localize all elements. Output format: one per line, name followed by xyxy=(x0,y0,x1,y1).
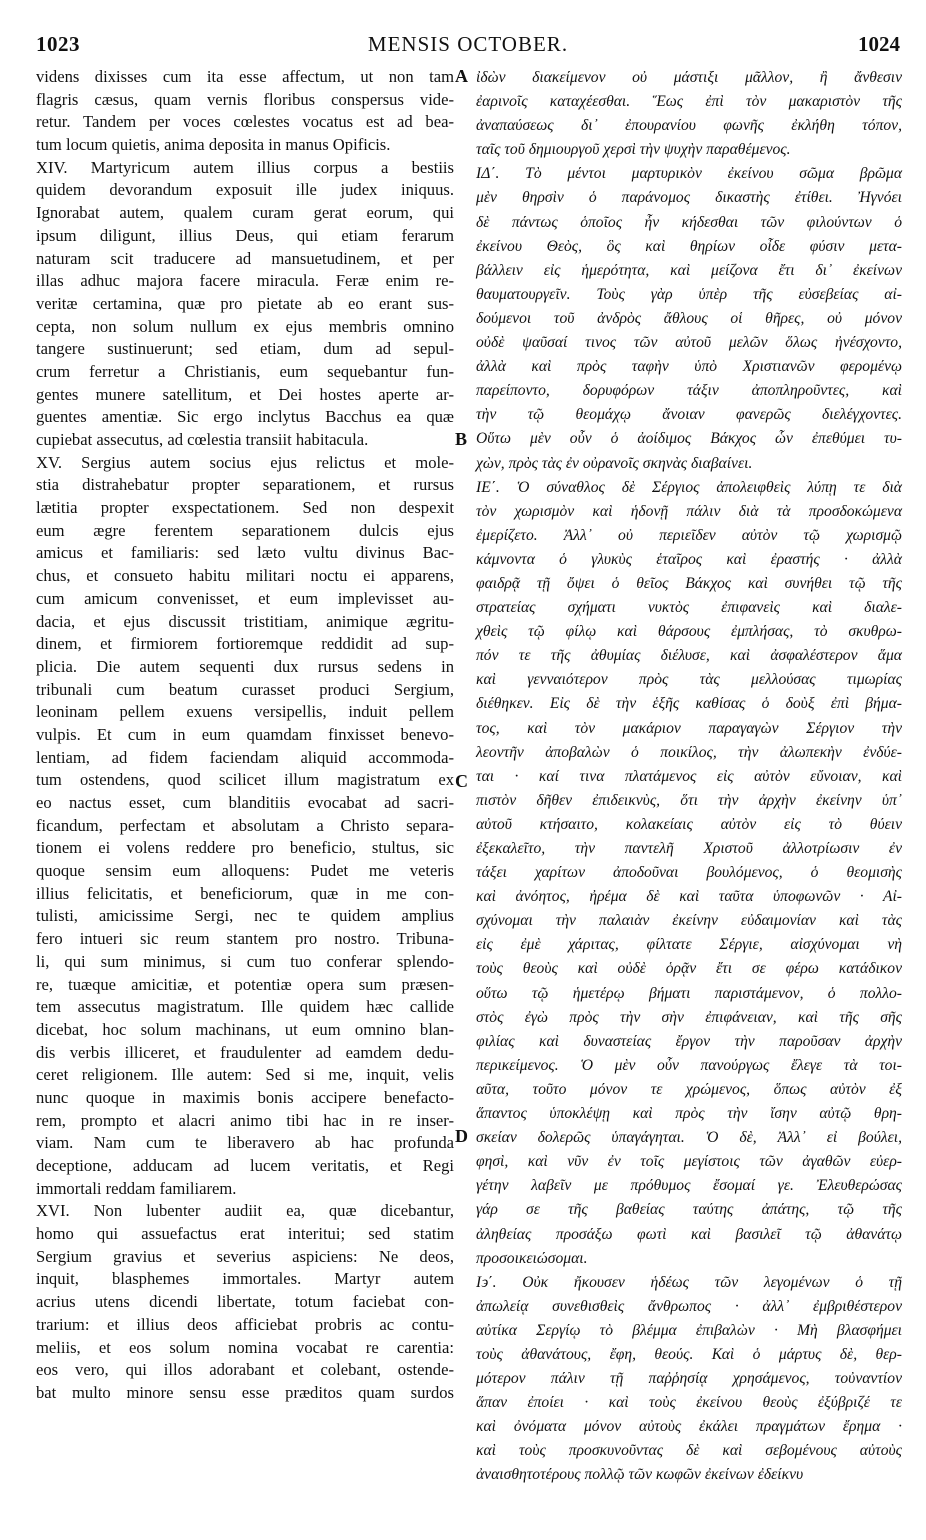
text-line: ἐκείνου Θεὸς, ὃς καὶ θηρίων οἶδε φύσιν μετα- xyxy=(476,237,902,255)
text-line: τοὺς ἀθανάτους, ἔφη, θεούς. Καὶ ὁ μάρτυς δὲ, θερ- xyxy=(476,1345,902,1363)
text-line: ἐμερίζετο. Ἀλλ᾽ οὐ περιεῖδεν αὐτὸν τῷ χωρισμῷ xyxy=(476,526,902,544)
text-line: dis verbis illiceret, et fraudulenter ad eamdem dedu- xyxy=(36,1042,454,1062)
text-line: ταῖς τοῦ δημιουργοῦ χερσὶ τὴν ψυχὴν παραθέμενος. xyxy=(476,141,791,159)
text-line: φησὶ, καὶ νῦν ἐν τοῖς μεγίστοις τῶν ἀγαθῶν εὐερ- xyxy=(476,1153,902,1171)
text-line: σχύνομαι τὴν παλαιὰν ἐκείνην εὐδαιμονίαν καὶ τὰς xyxy=(476,912,902,930)
text-line: rem, prompto et alacri animo tibi hac in re inser- xyxy=(36,1110,454,1130)
text-line: θαυματουργεῖν. Τοὺς γὰρ ὑπὲρ τῆς εὐσεβείας αἰ- xyxy=(476,285,902,303)
text-line: flagris cæsus, quam vernis floribus conspersus vide- xyxy=(36,89,454,109)
text-line: fero intueri sic reum stantem pro nostro. Tribuna- xyxy=(36,929,454,949)
text-line: trarium: et illius deos afficiebat probris ac contu- xyxy=(36,1314,454,1334)
text-line: XVI. Non lubenter audiit ea, quæ dicebantur, xyxy=(36,1201,454,1221)
text-line: τος, καὶ τὸν μακάριον παραγαγὼν Σέργιον τὴν xyxy=(476,719,902,737)
margin-marker-c: C xyxy=(455,771,468,791)
text-line: ἀπωλείᾳ συνεθισθεὶς ἄνθρωπος · ἀλλ᾽ ἐμβριθέστερον xyxy=(476,1297,902,1315)
text-line: naturam scit traducere ad mansuetudinem, et per xyxy=(36,248,454,268)
text-line: προσοικειώσομαι. xyxy=(476,1249,588,1267)
text-line: dacia, et ejus discussit tristitiam, animique ægritu- xyxy=(36,611,454,631)
text-line: homo qui assuefactus erat interitui; sed statim xyxy=(36,1224,454,1244)
text-line: stia distrahebatur propter separationem, et rursus xyxy=(36,475,454,495)
text-line: dinem, et firmiorem fortioremque reddidit ad sup- xyxy=(36,634,454,654)
text-line: meliis, et eos solum nomina vocabat re carentia: xyxy=(36,1337,454,1357)
text-line: σκείαν δολερῶς ὑπαγάγηται. Ὁ δὲ, Ἀλλ᾽ εἰ βούλει, xyxy=(476,1129,902,1147)
text-line: retur. Tandem per voces cœlestes vocatus est ad bea- xyxy=(36,112,454,132)
text-line: οὕτω τῷ ἡμετέρῳ βήματι παριστάμενον, ὁ πολλο- xyxy=(476,984,902,1002)
text-line: chus, et consueto habitu militari noctu ei apparens, xyxy=(36,566,454,586)
margin-marker-b: B xyxy=(455,429,468,449)
text-line: gentes munere satellitum, et Dei hostes aperte ar- xyxy=(36,384,454,404)
text-line: ἀναισθητοτέρους πολλῷ τῶν κωφῶν ἐκείνων ἐδείκνυ xyxy=(476,1466,804,1484)
margin-marker-d: D xyxy=(455,1126,468,1146)
text-line: illas adhuc majora facere miracula. Feræ enim re- xyxy=(36,271,454,291)
text-line: illius felicitatis, et beneficiorum, quæ in me con- xyxy=(36,883,454,903)
text-line: ἐξεκαλεῖτο, τὴν παντελῆ Χριστοῦ ἀλλοτρίωσιν ἐν xyxy=(476,840,902,857)
text-line: deceptione, adducam ad lucem veritatis, et Regi xyxy=(36,1156,454,1175)
text-line: αὐτίκα Σεργίῳ τὸ βλέμμα ἐπιβαλὼν · Μὴ βλασφήμει xyxy=(476,1321,902,1339)
text-line: quidem devorandum exposuit ille judex iniquus. xyxy=(36,180,454,200)
text-line: plicia. Die autem sequenti dux rursus sedens in xyxy=(36,656,454,676)
text-line: acrius utens dicendi libertate, totum faciebat con- xyxy=(36,1292,454,1312)
text-line: αὐτοῦ κτήσαιτο, κολακείαις αὐτὸν εἰς τὸ θύειν xyxy=(476,815,902,833)
text-line: λεοντῆν ἀποβαλὼν ὁ ποικίλος, τὴν ἀλωπεκὴν ἐνδύε- xyxy=(476,743,902,761)
text-line: eum ægre ferentem separationem dulcis ejus xyxy=(36,520,454,540)
text-line: quoque sensim eum alloquens: Pudet me veteris xyxy=(36,861,454,881)
text-line: ἀναπαύσεως δι᾽ ἐπουρανίου φωνῆς ἐκλήθη τόπον, xyxy=(476,117,902,135)
text-line: tem assecutus magistratum. Ille quidem hæc callide xyxy=(36,997,454,1017)
text-line: inquit, blasphemes immortales. Martyr autem xyxy=(36,1269,454,1289)
text-line: εἰς ἐμὲ χάριτας, φίλτατε Σέργιε, αἰσχύνομαι νὴ xyxy=(476,936,902,954)
text-line: ficandum, perfectam et absolutam a Christo separa- xyxy=(36,815,454,835)
text-line: ἅπαν ἐποίει · καὶ τοὺς ἐκείνου θεοὺς ἐξύβριζέ τε xyxy=(476,1394,902,1412)
text-line: παρείποντο, δορυφόρων τάξιν ἀποπληροῦντες, καὶ xyxy=(476,382,902,400)
text-line: βάλλειν εἰς ἡμερότητα, καὶ μείζονα ἔτι δι᾽ ἐκείνων xyxy=(476,261,902,279)
text-line: cepta, non solum nullum ex ejus membris omnino xyxy=(36,316,454,336)
text-line: φιλίας καὶ δυναστείας ἔργον τὴν παροῦσαν ἀρχὴν xyxy=(476,1032,902,1050)
text-line: καὶ γενναιότερον πρὸς τὰς μελλούσας τιμωρίας xyxy=(476,671,902,689)
text-line: Ι϶΄. Οὐκ ἤκουσεν ἡδέως τῶν λεγομένων ὁ τῇ xyxy=(476,1273,902,1291)
text-line: τὸν χωρισμὸν καὶ ἡδονῇ πάλιν διὰ τὰ προσδοκώμενα xyxy=(476,502,902,520)
text-line: τοὺς θεοὺς καὶ οὐδὲ ὁρᾷν ἔτι σε φέρω κατάδικον xyxy=(476,960,902,978)
text-line: tribunali cum beatum curasset produci Sergium, xyxy=(36,679,454,699)
text-line: στὸς ἐγὼ πρὸς τὴν σὴν ἐπιφάνειαν, καὶ τῆς σῆς xyxy=(476,1008,902,1026)
text-line: μότερον πάλιν τῇ παῤῥησίᾳ χρησάμενος, τοὐναντίον xyxy=(476,1370,902,1388)
text-line: lætitia propter exspectationem. Sed non despexit xyxy=(36,498,454,518)
text-line: χθεὶς τῷ φίλῳ καὶ θάρσους ἐμπλήσας, τὸ σκυθρω- xyxy=(476,623,902,641)
text-line: ceret religionem. Ille autem: Sed si me, inquit, velis xyxy=(36,1065,454,1085)
text-line: cum amicum convenisset, et eum implevisset au- xyxy=(36,588,454,608)
left-page-number: 1023 xyxy=(36,32,80,56)
text-line: tum locum quietis, anima deposita in manus Opificis. xyxy=(36,135,391,155)
text-line: eos vero, qui illos adorabant et colebant, ostende- xyxy=(36,1360,454,1380)
text-line: περικείμενος. Ὁ μὲν οὖν πανούργως ἔλεγε τὰ τοι- xyxy=(476,1056,902,1074)
text-line: χὼν, πρὸς τὰς ἐν οὐρανοῖς σκηνὰς διαβαίνει. xyxy=(476,454,753,472)
text-line: ipsum diligunt, illius Deus, qui etiam ferarum xyxy=(36,225,454,245)
text-line: XIV. Martyricum autem illius corpus a bestiis xyxy=(36,157,454,177)
text-line: καὶ ἀνόητος, ἠρέμα δὲ καὶ ταῦτα ὑποφωνῶν · Αἰ- xyxy=(476,888,902,906)
text-line: li, qui sum minimus, si cum tuo conferar splendo- xyxy=(36,951,454,971)
text-line: διέθηκεν. Εἰς δὲ τὴν ἑξῆς καθίσας ὁ δοὺξ ἐπὶ βήμα- xyxy=(476,695,902,713)
text-line: Sergium gravius et severius aspiciens: Ne deos, xyxy=(36,1246,454,1266)
text-line: ἀλλὰ καὶ πρὸς ταφὴν ὑπὸ Χριστιανῶν φερομένῳ xyxy=(476,358,902,376)
text-line: videns dixisses cum ita esse affectum, ut non tam xyxy=(36,67,454,86)
text-line: ΙΔ΄. Τὸ μέντοι μαρτυρικὸν ἐκείνου σῶμα βρῶμα xyxy=(476,165,902,183)
text-line: nunc quoque in maximis bonis accipere benefacto- xyxy=(36,1087,454,1107)
text-line: στρατείας σχήματι νυκτὸς ἐπιφανεὶς καὶ διαλε- xyxy=(476,599,902,617)
text-line: κάμνοντα ὁ γλυκὺς ἑταῖρος καὶ ἐραστής · ἀλλὰ xyxy=(476,550,902,568)
text-line: eo nactus esset, cum blanditiis evocabat ad sacri- xyxy=(36,793,454,812)
text-line: amicus et familiaris: sed læto vultu divinus Bac- xyxy=(36,543,454,563)
text-line: γέτην λαβεῖν με πρόθυμος ἔσομαί γε. Ἐλευθερώσας xyxy=(476,1177,902,1195)
text-line: ἐαρινοῖς καταχέεσθαι. Ἕως ἐπὶ τὸν μακαριστὸν τῆς xyxy=(476,93,902,111)
greek-column xyxy=(476,66,902,1488)
latin-column xyxy=(36,66,454,1405)
text-line: δὲ πάντως ὁποῖος ἦν κήδεσθαι τῶν φιλούντων ὁ xyxy=(476,213,902,231)
text-line: γάρ σε τῆς βαθείας ταύτης ἀπάτης, τῷ τῆς xyxy=(476,1201,902,1219)
text-line: dicebat, hoc solum machinans, ut eum omnino blan- xyxy=(36,1019,454,1039)
margin-marker-a: A xyxy=(455,66,468,86)
text-line: tum ostendens, quod scilicet illum magistratum ex xyxy=(36,770,454,790)
text-line: crum ferretur a Christianis, eum sequebantur fun- xyxy=(36,361,454,381)
text-line: ΙΕ΄. Ὁ σύναθλος δὲ Σέργιος ἀπολειφθεὶς λύπῃ τε διὰ xyxy=(476,478,902,496)
text-line: ται · καί τινα πλατάμενος εἰς αὐτὸν εὔνοιαν, καὶ xyxy=(476,767,902,785)
text-line: immortali reddam familiarem. xyxy=(36,1178,237,1198)
text-line: re, tuæque amicitiæ, et potentiæ opera sum præsen- xyxy=(36,974,454,994)
text-line: tionem ei volens reddere pro beneficio, stultus, sic xyxy=(36,838,454,858)
text-line: ἀληθείας προσάξω φωτὶ καὶ βασιλεῖ τῷ ἀθανάτῳ xyxy=(476,1225,902,1243)
right-page-number: 1024 xyxy=(858,32,900,56)
text-line: veritæ certamina, quæ pro pietate ab eo erant sus- xyxy=(36,293,454,313)
text-line: guentes amentiæ. Sic ergo inclytus Bacchus ea quæ xyxy=(36,407,454,427)
running-title: MENSIS OCTOBER. xyxy=(367,32,569,56)
text-line: φαιδρᾷ τῇ ὄψει ὁ θεῖος Βάκχος καὶ συνήθει τῷ τῆς xyxy=(476,574,902,592)
text-line: bat multo minore sensu esse præditos quam surdos xyxy=(36,1382,454,1402)
text-line: tangere sustinuerunt; sed etiam, dum ad sepul- xyxy=(36,339,454,359)
text-line: ἅπαντος ὑποκλέψῃ καὶ πρὸς τὴν ἴσην αὐτῷ θρη- xyxy=(476,1105,902,1123)
text-line: cupiebat assecutus, ad cœlestia transiit habitacula. xyxy=(36,430,369,449)
text-line: vulpis. Et cum in eum quamdam finxisset benevo- xyxy=(36,724,454,744)
text-line: πόν τε τῆς ἀθυμίας διέλυσε, καὶ ἀσφαλέστερον ἅμα xyxy=(476,647,902,665)
text-line: Οὕτω μὲν οὖν ὁ ἀοίδιμος Βάκχος ὧν ἐπεθύμει τυ- xyxy=(476,430,902,448)
text-line: καὶ ὀνόματα μόνον αὐτοὺς ἐκάλει πραγμάτων ἔρημα · xyxy=(476,1418,902,1436)
text-line: lentiam, ad fidem faciendam aliquid accommoda- xyxy=(36,747,454,767)
text-line: Ignorabat autem, qualem curam gerat eorum, qui xyxy=(36,203,454,223)
text-line: viam. Nam cum te liberavero ab hac profunda xyxy=(36,1133,454,1153)
text-line: leoninam pellem exuens versipellis, induit pellem xyxy=(36,702,454,722)
text-line: καὶ τοὺς προσκυνοῦντας δὲ καὶ σεβομένους αὐτοὺς xyxy=(476,1442,902,1460)
text-line: XV. Sergius autem socius ejus relictus et mole- xyxy=(36,452,454,472)
text-line: τὴν τῷ θεομάχῳ ἄνοιαν φανερῶς διελέγχοντες. xyxy=(476,406,902,424)
text-line: πιστὸν δῆθεν ἐπιδεικνὺς, ὅτι τὴν ἀρχὴν ἐκείνην ὑπ᾽ xyxy=(476,791,902,809)
page-header xyxy=(36,32,900,60)
text-line: μὲν θηρσὶν ὁ παράνομος δικαστὴς ἐτίθει. Ἠγνόει xyxy=(476,189,902,207)
text-line: tulisti, amicissime Sergi, nec te quidem amplius xyxy=(36,906,454,926)
text-line: τάξει χαρίτων ἀποδοῦναι βουλόμενος, ὁ θεομισὴς xyxy=(476,864,902,882)
text-line: δούμενοι τοῦ ἀνδρὸς ἄθλους οἱ θῆρες, οὐ μόνον xyxy=(476,309,902,327)
text-line: ἰδὼν διακείμενον οὐ μάστιξι μᾶλλον, ἢ ἄνθεσιν xyxy=(476,69,902,86)
text-line: οὐδὲ ψαῦσαί τινος τῶν αὐτοῦ μελῶν ὅλως ἠνέσχοντο, xyxy=(476,334,902,352)
text-line: αῦτα, τοῦτο μόνον τε χρώμενος, ὅπως αὐτὸν ἐξ xyxy=(476,1080,902,1098)
